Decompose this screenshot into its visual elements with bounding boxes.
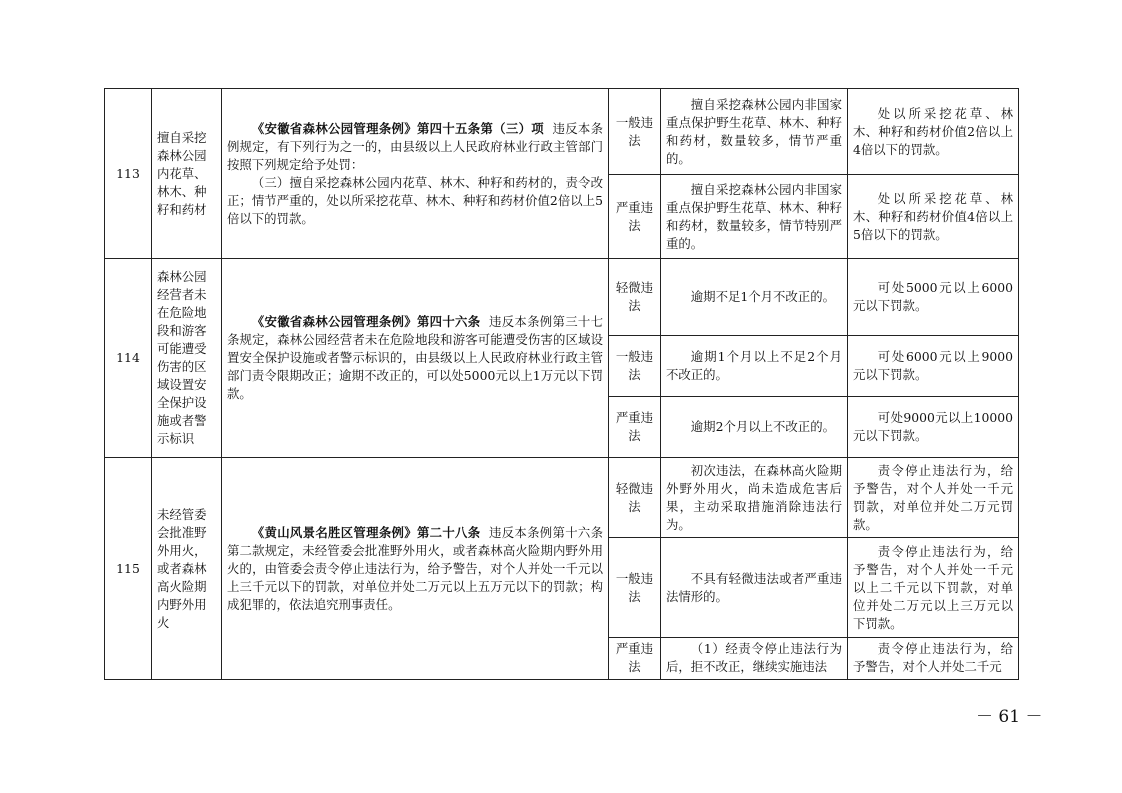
penalty: 可处5000元以上6000元以下罚款。 bbox=[848, 259, 1019, 336]
violation-level: 一般违法 bbox=[609, 89, 661, 175]
penalty: 可处9000元以上10000元以下罚款。 bbox=[848, 397, 1019, 458]
basis-text: 违反本条例规定，有下列行为之一的，由县级以上人民政府林业行政主管部门按照下列规定给予处罚： bbox=[227, 120, 604, 172]
basis-title: 《安徽省森林公园管理条例》第四十五条第（三）项 bbox=[251, 120, 544, 136]
violation-level: 轻微违法 bbox=[609, 458, 661, 538]
violation-level: 一般违法 bbox=[609, 538, 661, 638]
circumstance: 逾期1个月以上不足2个月不改正的。 bbox=[661, 336, 848, 397]
page-number: － 61 － bbox=[976, 707, 1043, 727]
penalty: 责令停止违法行为，给予警告，对个人并处二千元 bbox=[848, 638, 1019, 680]
penalty: 处以所采挖花草、林木、种籽和药材价值4倍以上5倍以下的罚款。 bbox=[848, 175, 1019, 259]
violation-level: 严重违法 bbox=[609, 638, 661, 680]
item-number: 113 bbox=[105, 89, 152, 259]
table-row bbox=[105, 89, 1019, 175]
circumstance: 逾期2个月以上不改正的。 bbox=[661, 397, 848, 458]
item-number: 115 bbox=[105, 458, 152, 680]
basis-title: 《黄山风景名胜区管理条例》第二十八条 bbox=[251, 524, 481, 540]
basis-text: （三）擅自采挖森林公园内花草、林木、种籽和药材的，责令改正；情节严重的，处以所采挖花草、林木、种籽和药材价值2倍以上5倍以下的罚款。 bbox=[227, 174, 603, 226]
circumstance: 不具有轻微违法或者严重违法情形的。 bbox=[661, 538, 848, 638]
basis-text: 违反本条例第十六条第二款规定，未经管委会批准野外用火，或者森林高火险期内野外用火的，由管委会责令停止违法行为，给予警告，对个人并处一千元以上三千元以下的罚款，对单位并处二万元以上五万元以下的罚款；构成犯罪的，依法追究刑事责任。 bbox=[227, 524, 604, 612]
circumstance: 擅自采挖森林公园内非国家重点保护野生花草、林木、种籽和药材，数量较多，情节特别严重的。 bbox=[661, 175, 848, 259]
circumstance: 初次违法，在森林高火险期外野外用火，尚未造成危害后果，主动采取措施消除违法行为。 bbox=[661, 458, 848, 538]
penalty: 处以所采挖花草、林木、种籽和药材价值2倍以上4倍以下的罚款。 bbox=[848, 89, 1019, 175]
item-number: 114 bbox=[105, 259, 152, 458]
violation-name: 擅自采挖森林公园内花草、林木、种籽和药材 bbox=[152, 89, 222, 259]
violation-level: 轻微违法 bbox=[609, 259, 661, 336]
violation-name: 未经管委会批准野外用火，或者森林高火险期内野外用火 bbox=[152, 458, 222, 680]
violation-level: 一般违法 bbox=[609, 336, 661, 397]
penalty: 责令停止违法行为，给予警告，对个人并处一千元以上二千元以下罚款，对单位并处二万元以上三万元以下罚款。 bbox=[848, 538, 1019, 638]
violation-level: 严重违法 bbox=[609, 397, 661, 458]
basis-text: 违反本条例第三十七条规定，森林公园经营者未在危险地段和游客可能遭受伤害的区域设置安全保护设施或者警示标识的，由县级以上人民政府林业行政主管部门责令限期改正；逾期不改正的，可以处5000元以上1万元以下罚款。 bbox=[227, 314, 604, 401]
penalty: 责令停止违法行为，给予警告，对个人并处一千元罚款，对单位并处二万元罚款。 bbox=[848, 458, 1019, 538]
violation-name: 森林公园经营者未在危险地段和游客可能遭受伤害的区域设置安全保护设施或者警示标识 bbox=[152, 259, 222, 458]
penalty-standards-table bbox=[104, 88, 1019, 680]
legal-basis bbox=[222, 458, 609, 680]
basis-title: 《安徽省森林公园管理条例》第四十六条 bbox=[251, 314, 481, 329]
circumstance: 逾期不足1个月不改正的。 bbox=[661, 259, 848, 336]
legal-basis bbox=[222, 89, 609, 259]
violation-level: 严重违法 bbox=[609, 175, 661, 259]
circumstance: （1）经责令停止违法行为后，拒不改正，继续实施违法 bbox=[661, 638, 848, 680]
legal-basis bbox=[222, 259, 609, 458]
circumstance: 擅自采挖森林公园内非国家重点保护野生花草、林木、种籽和药材，数量较多，情节严重的。 bbox=[661, 89, 848, 175]
table-row bbox=[105, 458, 1019, 538]
penalty: 可处6000元以上9000元以下罚款。 bbox=[848, 336, 1019, 397]
table-row bbox=[105, 259, 1019, 336]
